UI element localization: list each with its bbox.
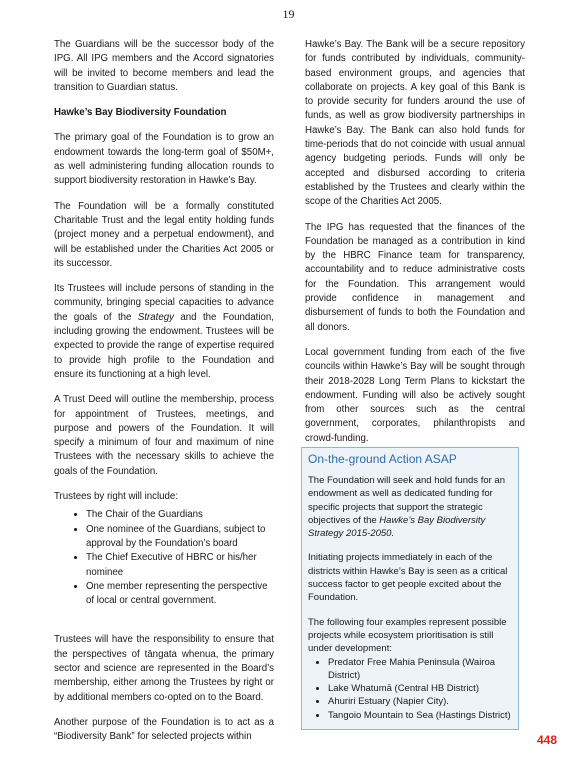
text-run: Its Trustees will include persons of standing in the community, bringing special capacities to advance the goals of the (54, 283, 274, 323)
trustees-list (54, 508, 274, 608)
text-run-italic: Hawke’s Bay Biodiversity Strategy 2015-2050. (308, 514, 486, 540)
paragraph: Hawke’s Bay. The Bank will be a secure repository for funds contributed by individuals, community-based environment groups, and agencies that collaborate on projects. A key goal of this Bank is to provide security for funders around the use of funds, as well as grow biodiversity partnerships in Hawke’s Bay. The Bank can also hold funds for time-periods that do not coincide with usual annual agency budgeting periods. Funds will only be accepted and disbursed according to criteria established by the Trustees and clearly within the scope of the Charities Act 2005. (305, 39, 525, 208)
text-run-italic: Strategy (137, 311, 174, 323)
footer-page-number: 448 (536, 733, 557, 747)
callout-paragraph: Initiating projects immediately in each of the districts within Hawke’s Bay is seen as a critical success factor to get people excited about the Foundation. (308, 552, 508, 604)
list-item: • Lake Whatumā (Central HB District) (328, 682, 513, 695)
paragraph: The Guardians will be the successor body of the IPG. All IPG members and the Accord signatories will be invited to become members and lead the transition to Guardian status. (54, 39, 274, 93)
projects-list (308, 656, 513, 722)
paragraph: Local government funding from each of the five councils within Hawke’s Bay will be sought through their 2018-2028 Long Term Plans to kickstart the endowment. Funding will also be actively sought from other sources such as the central government, corporates, philanthropists and crowd-funding. (305, 346, 525, 444)
list-item: • The Chief Executive of HBRC or his/her nominee (86, 551, 274, 580)
list-item: • One nominee of the Guardians, subject to approval by the Foundation’s board (86, 523, 274, 552)
callout-paragraph: The following four examples represent possible projects while ecosystem prioritisation is still under development: (308, 616, 507, 655)
text-run: and the Foundation, including growing the endowment. Trustees will be expected to provide the range of expertise required to provide high profile to the Foundation and ensure its functioning at a high level. (54, 311, 274, 380)
paragraph: A Trust Deed will outline the membership, process for appointment of Trustees, meetings, and purpose and powers of the Foundation. It will specify a minimum of four and maximum of nine Trustees with the necessary skills to achieve the goals of the Foundation. (54, 394, 274, 477)
paragraph: Trustees by right will include: (54, 491, 179, 503)
callout-paragraph (308, 474, 513, 540)
section-heading: Hawke’s Bay Biodiversity Foundation (54, 107, 227, 119)
list-item: • One member representing the perspective of local or central government. (86, 580, 274, 609)
paragraph: The Foundation will be a formally constituted Charitable Trust and the legal entity holding funds (project money and a perpetual endowment), and will be established under the Charities Act 2005 or its successor. (54, 200, 274, 269)
paragraph: Trustees will have the responsibility to ensure that the perspectives of tāngata whenua, the primary sector and science are represented in the Board’s membership, either among the Trustees by right or by additional members co-opted on to the Board. (54, 634, 274, 703)
text-run: The Foundation will seek and hold funds for an endowment as well as dedicated funding for specific projects that support the strategic objectives of the (308, 475, 505, 526)
paragraph: The IPG has requested that the finances of the Foundation be managed as a contribution in kind by the HBRC Finance team for transparency, accountability and to reduce administrative costs for the Foundation. This arrangement would provide confidence in management and disbursement of funds to both the Foundation and all donors. (305, 221, 525, 333)
list-item: • Predator Free Mahia Peninsula (Wairoa District) (328, 656, 513, 683)
paragraph: The primary goal of the Foundation is to grow an endowment towards the long-term goal of $50M+, as well administering funding allocation rounds to support biodiversity restoration in Hawke’s Bay. (54, 132, 274, 187)
list-item: • The Chair of the Guardians (86, 508, 274, 522)
callout-title: On-the-ground Action ASAP (308, 452, 457, 466)
action-callout-box (301, 447, 519, 730)
left-column (54, 38, 274, 755)
paragraph: Another purpose of the Foundation is to act as a “Biodiversity Bank” for selected projects within (54, 716, 274, 743)
page-number: 19 (282, 7, 295, 21)
right-column (305, 38, 525, 457)
paragraph (54, 282, 274, 382)
list-item: • Ahuriri Estuary (Napier City). (328, 695, 513, 708)
list-item: • Tangoio Mountain to Sea (Hastings District) (328, 709, 513, 722)
